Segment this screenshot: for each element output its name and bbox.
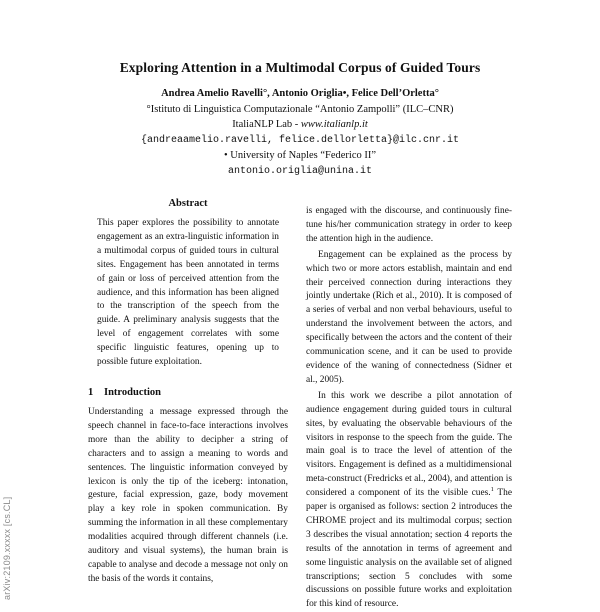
- pilot-annotation-paragraph: [306, 390, 512, 612]
- lab-url: www.italianlp.it: [300, 119, 368, 130]
- lab-label: ItaliaNLP Lab -: [232, 119, 301, 130]
- arxiv-stamp-text: arXiv:2109.xxxxx [cs.CL]: [2, 496, 12, 600]
- abstract-heading: Abstract: [168, 198, 208, 209]
- right-column: [306, 205, 512, 612]
- pilot-annotation-text-b: The paper is organised as follows: section 2 introduces the CHROME project and its multimodal corpus; section 3 describes the visual annotation; section 4 reports the results of the annotation in terms of agreement and some linguistic analysis on the available set of aligned transcriptions; section 5 concludes with some discussions on possible future works and exploitation for this kind of resource.: [306, 488, 513, 610]
- affiliation-lab: [0, 117, 600, 133]
- abstract-text: This paper explores the possibility to annotate engagement as an extra-linguistic information in a multimodal corpus of guided tours in cultural sites. Engagement has been annotated in terms of gain or loss of perceived attention from the audience, and this information has been aligned to the transcription of the speech from the guide. A preliminary analysis suggests that the level of engagement correlates with some specific linguistic features, opening up to possible future exploitation.: [97, 218, 279, 368]
- intro-paragraph-1: Understanding a message expressed through the speech channel in face-to-face interactions involves more than the ability to decipher a string of characters and to assign a meaning to words and sentences. The linguistic information conveyed by lexicon is only the tip of the iceberg: intonation, gesture, facial expression, gaze, body movement play a key role in spoken communication. By summing the information in all these complementary modalities acquired through different channels (i.e. auditory and visual systems), the human brain is capable to analyse and decode a message not only on the basis of the words it contains,: [88, 406, 288, 584]
- email-naples: antonio.origlia@unina.it: [227, 165, 373, 177]
- right-paragraph-continued: is engaged with the discourse, and continuously fine-tune his/her communication strategy in order to keep the attention high in the audience.: [306, 206, 512, 244]
- section-number: 1: [88, 386, 94, 398]
- section-title: Introduction: [104, 386, 161, 398]
- author-block: [0, 86, 600, 179]
- affiliation-ilc: °Istituto di Linguistica Computazionale “Antonio Zampolli” (ILC–CNR): [146, 103, 454, 115]
- paper-title: Exploring Attention in a Multimodal Corpus of Guided Tours: [119, 60, 481, 75]
- pilot-annotation-text-a: In this work we describe a pilot annotation of audience engagement during guided tours in cultural sites, by evaluating the observable behaviours of the visitors in response to the speech from the guide. The main goal is to trace the level of attention of the visitors. Engagement is defined as a multidimensional meta-construct (Fredricks et al., 2004), and attention is considered a component of its the visible cues.: [306, 390, 512, 499]
- section-heading-introduction: [88, 387, 288, 398]
- footnote-marker: 1: [490, 486, 494, 493]
- arxiv-stamp: [2, 420, 16, 600]
- author-names: Andrea Amelio Ravelli°, Antonio Origlia•, Felice Dell’Orletta°: [161, 88, 439, 99]
- affiliation-naples: • University of Naples “Federico II”: [223, 150, 377, 161]
- engagement-paragraph: Engagement can be explained as the process by which two or more actors establish, maintain and end their perceived connection during interactions they jointly undertake (Rich et al., 2010). It is composed of a series of verbal and non verbal behaviours, useful to understand the involvement between the actors, and specifically between the actors and the content of their communication scene, and it can be used to provide evidence of the waning of connectedness (Sidner et al., 2005).: [306, 249, 512, 385]
- email-ilc: {andreaamelio.ravelli, felice.dellorletta}@ilc.cnr.it: [140, 134, 460, 146]
- left-column: [88, 198, 288, 587]
